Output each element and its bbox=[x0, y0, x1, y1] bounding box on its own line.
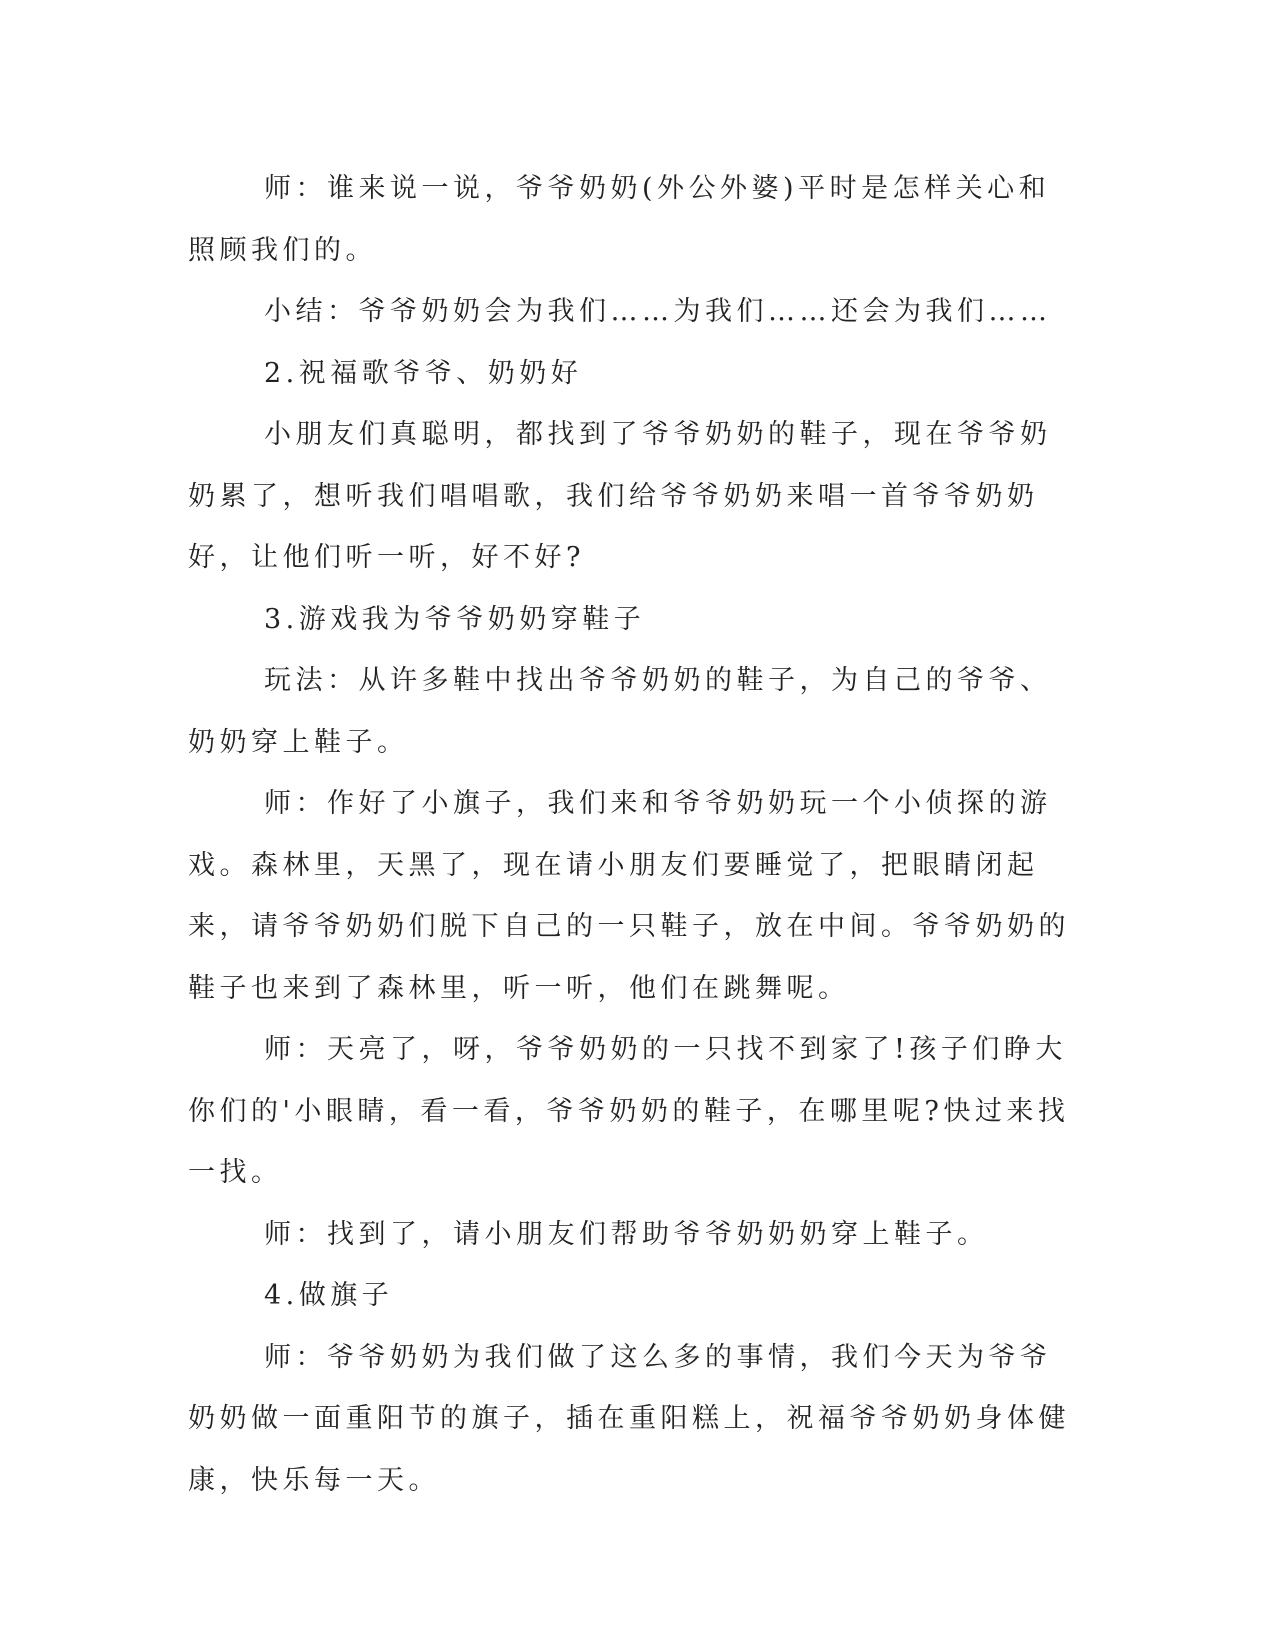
paragraph-game-rules: 玩法：从许多鞋中找出爷爷奶奶的鞋子，为自己的爷爷、奶奶穿上鞋子。 bbox=[188, 665, 1052, 758]
paragraph-song-intro: 小朋友们真聪明，都找到了爷爷奶奶的鞋子，现在爷爷奶奶累了，想听我们唱唱歌，我们给爷爷奶奶来唱一首爷爷奶奶好，让他们听一听，好不好? bbox=[188, 419, 1052, 573]
paragraph-teacher-question: 师：谁来说一说，爷爷奶奶(外公外婆)平时是怎样关心和照顾我们的。 bbox=[188, 173, 1051, 266]
paragraph-make-flags: 师：爷爷奶奶为我们做了这么多的事情，我们今天为爷爷奶奶做一面重阳节的旗子，插在重阳糕上，祝福爷爷奶奶身体健康，快乐每一天。 bbox=[188, 1341, 1070, 1496]
section-heading-4: 4.做旗子 bbox=[264, 1280, 394, 1311]
paragraph-detective-game: 师：作好了小旗子，我们来和爷爷奶奶玩一个小侦探的游戏。森林里，天黑了，现在请小朋友们要睡觉了，把眼睛闭起来，请爷爷奶奶们脱下自己的一只鞋子，放在中间。爷爷奶奶的鞋子也来到了森林里，听一听，他们在跳舞呢。 bbox=[188, 788, 1070, 1004]
paragraph-summary: 小结：爷爷奶奶会为我们……为我们……还会为我们…… bbox=[264, 296, 1052, 327]
section-heading-3: 3.游戏我为爷爷奶奶穿鞋子 bbox=[264, 603, 646, 635]
document-body bbox=[188, 158, 1078, 1511]
paragraph-find-shoes: 师：天亮了，呀，爷爷奶奶的一只找不到家了!孩子们睁大你们的'小眼睛，看一看，爷爷奶奶的鞋子，在哪里呢?快过来找一找。 bbox=[188, 1034, 1070, 1188]
paragraph-put-on-shoes: 师：找到了，请小朋友们帮助爷爷奶奶奶穿上鞋子。 bbox=[264, 1218, 989, 1250]
section-heading-2: 2.祝福歌爷爷、奶奶好 bbox=[264, 357, 583, 389]
